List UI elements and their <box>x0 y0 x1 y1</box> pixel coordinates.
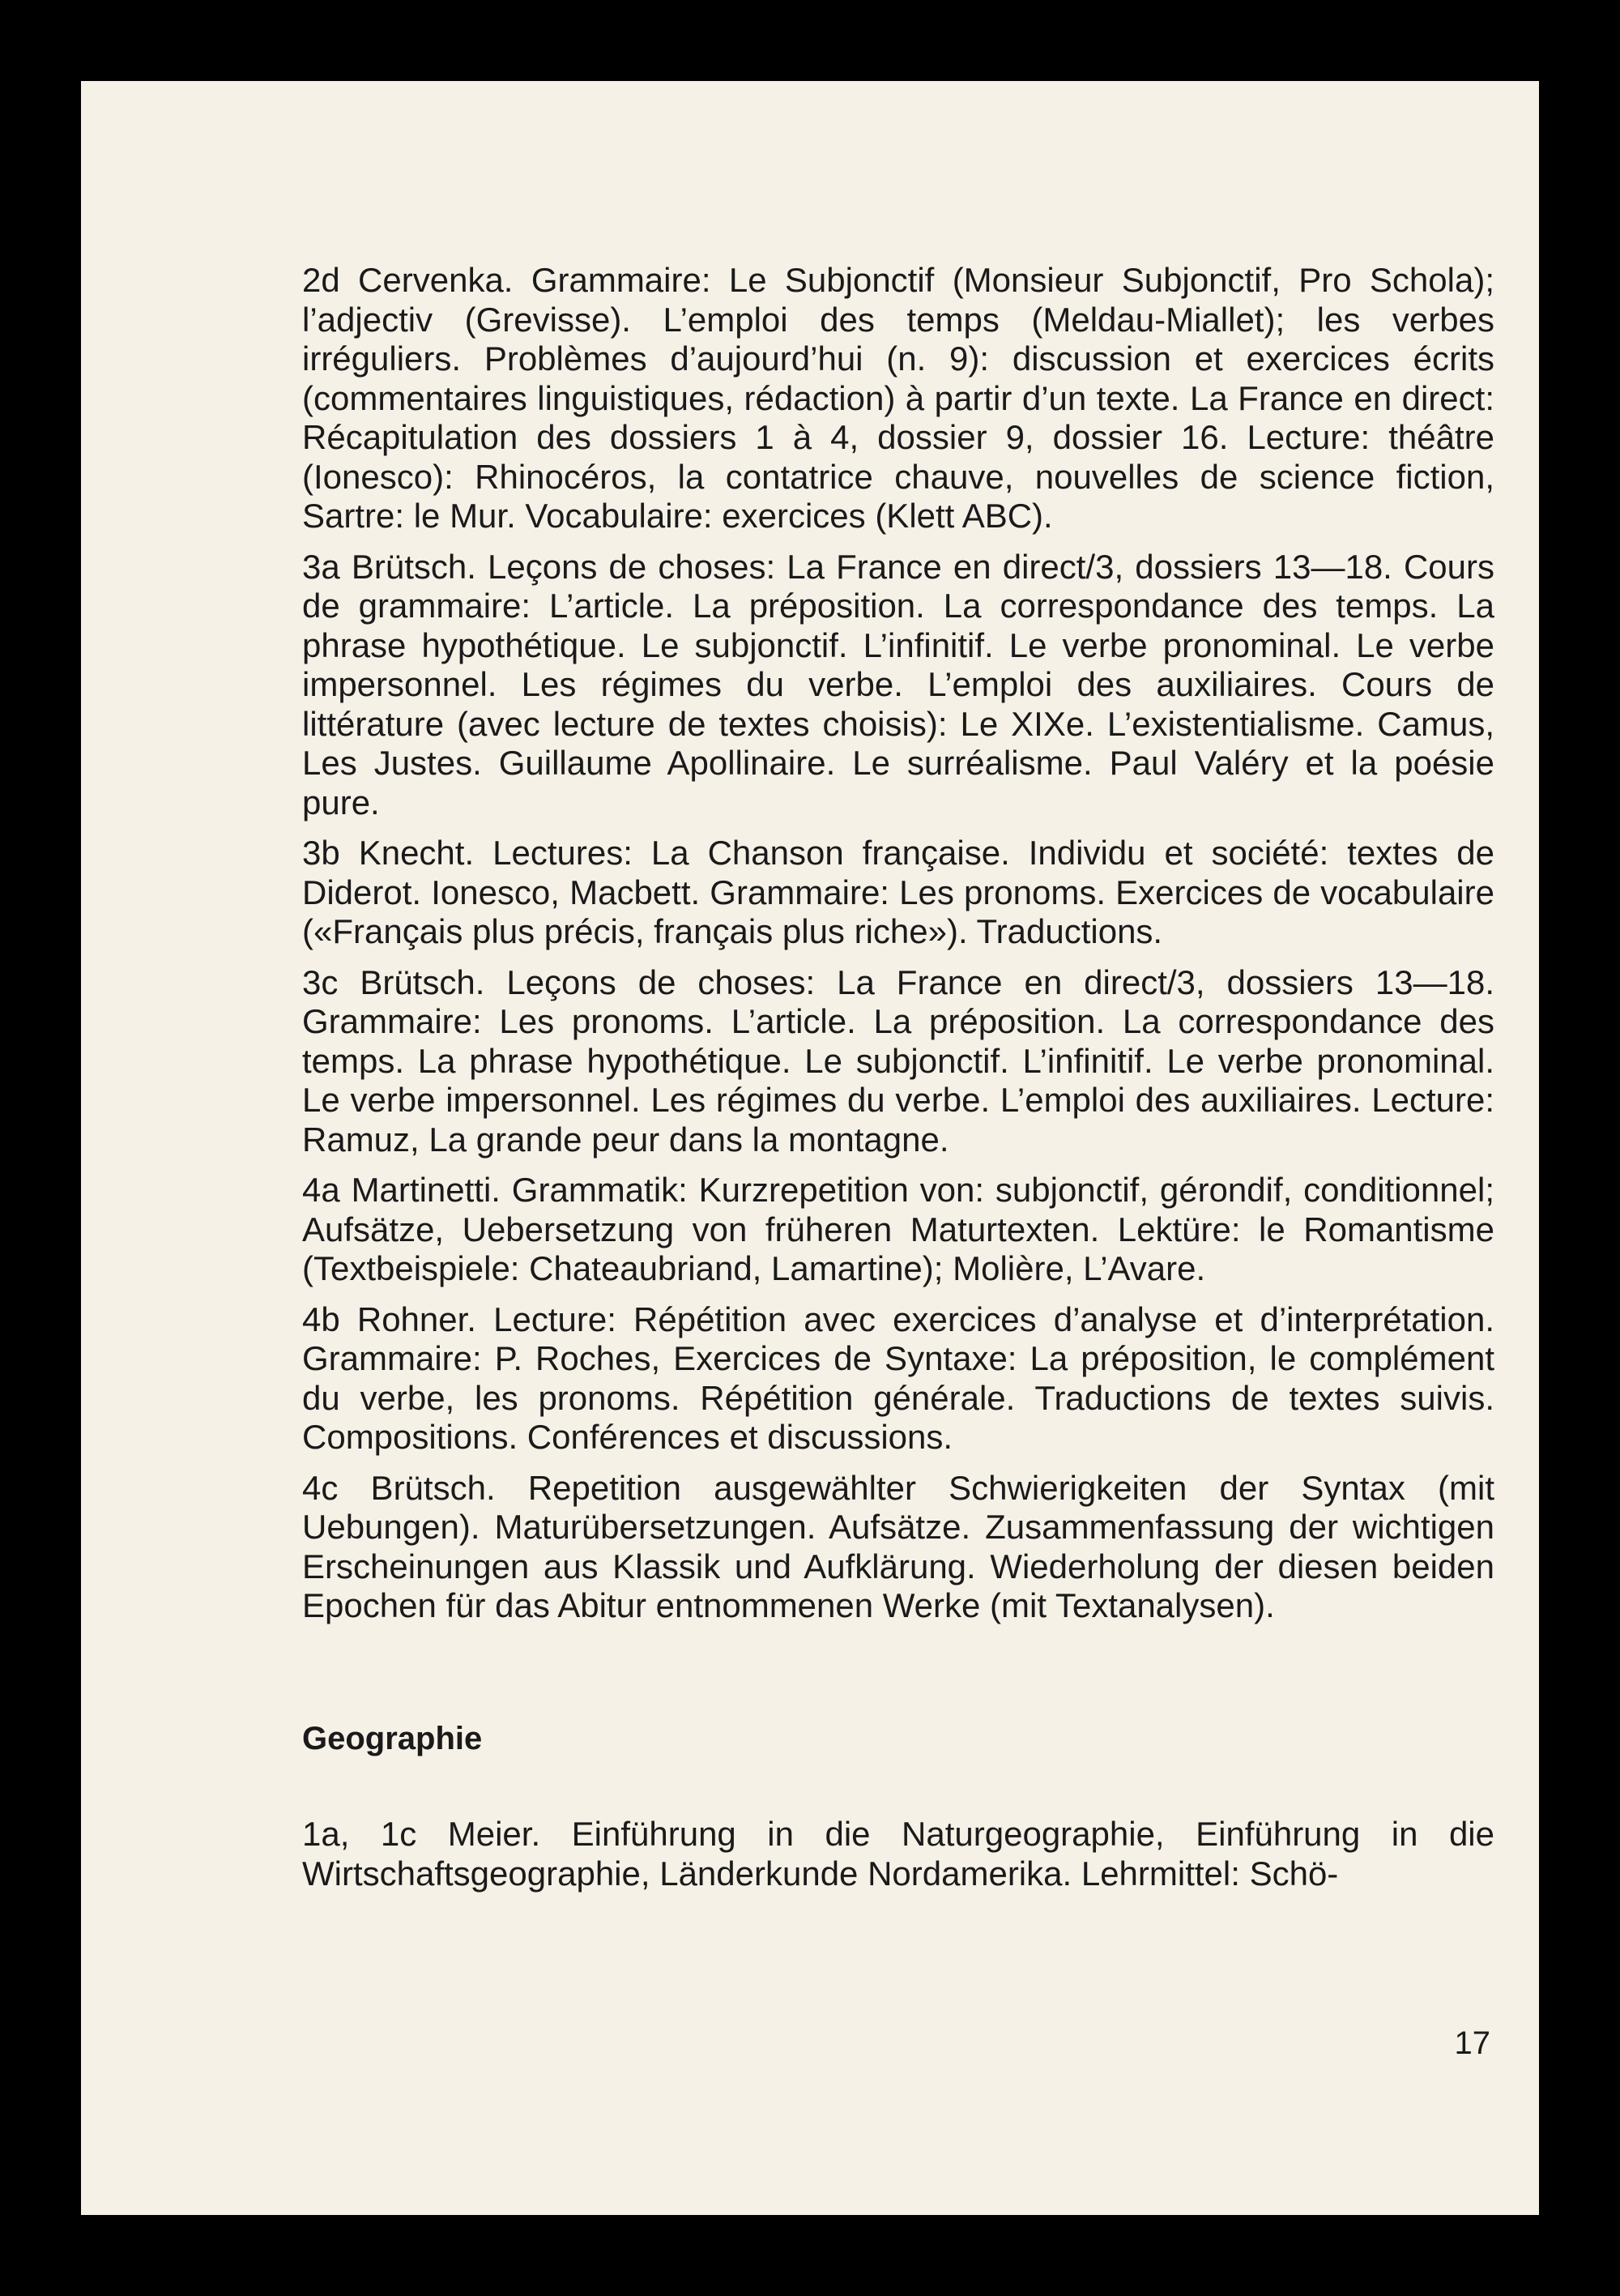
paragraph-2d-cervenka: 2d Cervenka. Grammaire: Le Subjonctif (Monsieur Subjonctif, Pro Schola); l’adjectiv (Grevisse). L’emploi des temps (Meldau-Miallet); les verbes irréguliers. Problèmes d’aujourd’hui (n. 9): discussion et exercices écrits (commentaires linguistiques, rédaction) à partir d’un texte. La France en direct: Récapitulation des dossiers 1 à 4, dossier 9, dossier 16. Lecture: théâtre (Ionesco): Rhinocéros, la contatrice chauve, nouvelles de science fiction, Sartre: le Mur. Vocabulaire: exercices (Klett ABC). <box>302 261 1494 535</box>
paragraph-4a-martinetti: 4a Martinetti. Grammatik: Kurzrepetition von: subjonctif, gérondif, conditionnel; Aufsätze, Uebersetzung von früheren Maturtexten. Lektüre: le Romantisme (Textbeispiele: Chateaubriand, Lamartine); Molière, L’Avare. <box>302 1171 1494 1287</box>
section-heading-geographie: Geographie <box>302 1720 483 1756</box>
paragraph-3c-bruetsch: 3c Brütsch. Leçons de choses: La France en direct/3, dossiers 13—18. Grammaire: Les pronoms. L’article. La préposition. La correspondance des temps. La phrase hypothétique. Le subjonctif. L’infinitif. Le verbe pronominal. Le verbe impersonnel. Les régimes du verbe. L’emploi des auxiliaires. Lecture: Ramuz, La grande peur dans la montagne. <box>302 962 1494 1159</box>
paragraph-3a-bruetsch: 3a Brütsch. Leçons de choses: La France en direct/3, dossiers 13—18. Cours de grammaire: L’article. La préposition. La correspondance des temps. La phrase hypothétique. Le subjonctif. L’infinitif. Le verbe pronominal. Le verbe impersonnel. Les régimes du verbe. L’emploi des auxiliaires. Cours de littérature (avec lecture de textes choisis): Le XIXe. L’existentialisme. Camus, Les Justes. Guillaume Apollinaire. Le surréalisme. Paul Valéry et la poésie pure. <box>302 547 1494 822</box>
paragraph-4b-rohner: 4b Rohner. Lecture: Répétition avec exercices d’analyse et d’interprétation. Grammaire: P. Roches, Exercices de Syntaxe: La préposition, le complément du verbe, les pronoms. Répétition générale. Traductions de textes suivis. Compositions. Conférences et discussions. <box>302 1300 1494 1456</box>
page-content <box>302 261 1494 1905</box>
paragraph-1a-1c-meier: 1a, 1c Meier. Einführung in die Naturgeographie, Einführung in die Wirtschaftsgeographie, Länderkunde Nordamerika. Lehrmittel: Schö- <box>302 1815 1494 1893</box>
document-page <box>81 81 1539 2215</box>
paragraph-3b-knecht: 3b Knecht. Lectures: La Chanson française. Individu et société: textes de Diderot. Ionesco, Macbett. Grammaire: Les pronoms. Exercices de vocabulaire («Français plus précis, français plus riche»). Traductions. <box>302 834 1494 950</box>
paragraph-4c-bruetsch: 4c Brütsch. Repetition ausgewählter Schwierigkeiten der Syntax (mit Uebungen). Maturübersetzungen. Aufsätze. Zusammenfassung der wichtigen Erscheinungen aus Klassik und Aufklärung. Wiederholung der diesen beiden Epochen für das Abitur entnommenen Werke (mit Textanalysen). <box>302 1468 1494 1624</box>
page-number: 17 <box>1454 2025 1490 2061</box>
